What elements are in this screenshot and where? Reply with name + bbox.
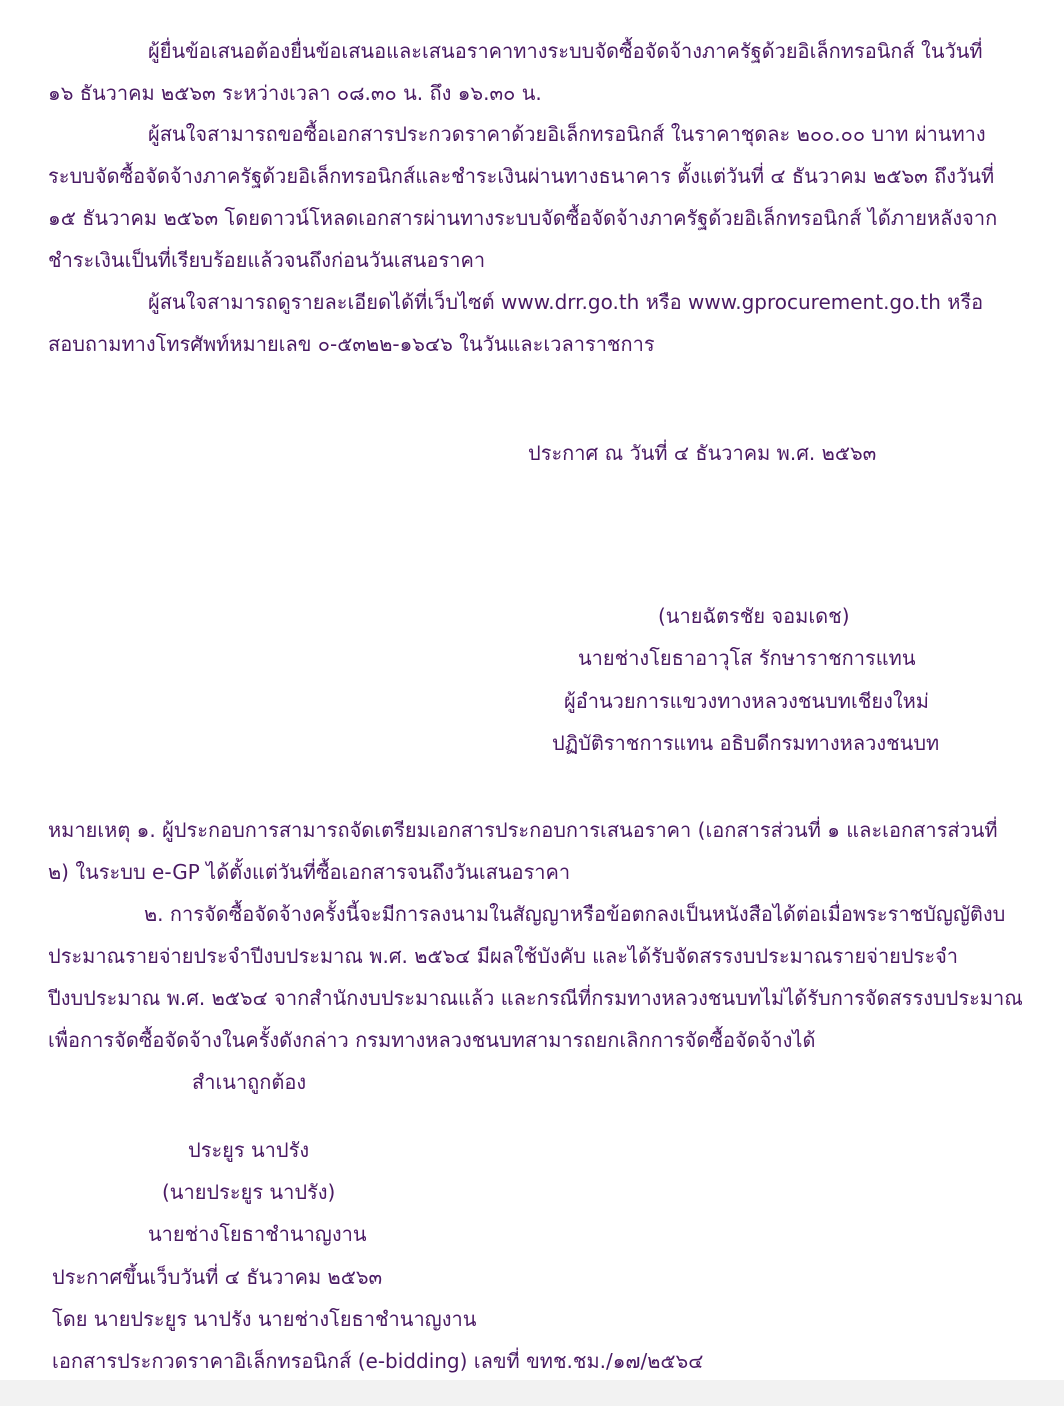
signatory-title-2: ผู้อำนวยการแขวงทางหลวงชนบทเชียงใหม่ bbox=[564, 689, 929, 713]
remark-2-line-4: เพื่อการจัดซื้อจัดจ้างในครั้งดังกล่าว กรมทางหลวงชนบทสามารถยกเลิกการจัดซื้อจัดจ้างได้ bbox=[48, 1028, 816, 1052]
purchase-line-1: ผู้สนใจสามารถขอซื้อเอกสารประกวดราคาด้วยอิเล็กทรอนิกส์ ในราคาชุดละ ๒๐๐.๐๐ บาท ผ่านทาง bbox=[148, 122, 986, 146]
bottom-strip bbox=[0, 1380, 1064, 1406]
footer-doc-number: เอกสารประกวดราคาอิเล็กทรอนิกส์ (e-bidding) เลขที่ ขทช.ชม./๑๗/๒๕๖๔ bbox=[52, 1349, 704, 1373]
purchase-line-4: ชำระเงินเป็นที่เรียบร้อยแล้วจนถึงก่อนวันเสนอราคา bbox=[48, 248, 486, 272]
submission-line-1: ผู้ยื่นข้อเสนอต้องยื่นข้อเสนอและเสนอราคาทางระบบจัดซื้อจัดจ้างภาครัฐด้วยอิเล็กทรอนิกส์ ในวันที่ bbox=[148, 39, 983, 63]
footer-posted: ประกาศขึ้นเว็บวันที่ ๔ ธันวาคม ๒๕๖๓ bbox=[52, 1265, 383, 1289]
certified-signature: ประยูร นาปรัง bbox=[188, 1138, 310, 1162]
submission-line-2: ๑๖ ธันวาคม ๒๕๖๓ ระหว่างเวลา ๐๘.๓๐ น. ถึง ๑๖.๓๐ น. bbox=[48, 81, 542, 105]
certified-position: นายช่างโยธาชำนาญงาน bbox=[148, 1222, 367, 1246]
remark-1-line-2: ๒) ในระบบ e-GP ได้ตั้งแต่วันที่ซื้อเอกสารจนถึงวันเสนอราคา bbox=[48, 860, 571, 884]
signatory-title-1: นายช่างโยธาอาวุโส รักษาราชการแทน bbox=[578, 646, 916, 670]
contact-line-2: สอบถามทางโทรศัพท์หมายเลข ๐-๕๓๒๒-๑๖๔๖ ในวันและเวลาราชการ bbox=[48, 332, 655, 356]
certified-label: สำเนาถูกต้อง bbox=[192, 1070, 307, 1094]
certified-name: (นายประยูร นาปรัง) bbox=[162, 1180, 336, 1204]
purchase-line-2: ระบบจัดซื้อจัดจ้างภาครัฐด้วยอิเล็กทรอนิกส์และชำระเงินผ่านทางธนาคาร ตั้งแต่วันที่ ๔ ธันวาคม ๒๕๖๓ ถึงวันที่ bbox=[48, 164, 995, 188]
remark-2-line-1: ๒. การจัดซื้อจัดจ้างครั้งนี้จะมีการลงนามในสัญญาหรือข้อตกลงเป็นหนังสือได้ต่อเมื่อพระราชบัญญัติงบ bbox=[144, 902, 1006, 926]
remark-2-line-3: ปีงบประมาณ พ.ศ. ๒๕๖๔ จากสำนักงบประมาณแล้ว และกรณีที่กรมทางหลวงชนบทไม่ได้รับการจัดสรรงบประมาณ bbox=[48, 986, 1023, 1010]
signatory-name: (นายฉัตรชัย จอมเดช) bbox=[658, 604, 850, 628]
remark-1-line-1: หมายเหตุ ๑. ผู้ประกอบการสามารถจัดเตรียมเอกสารประกอบการเสนอราคา (เอกสารส่วนที่ ๑ และเอกสารส่วนที่ bbox=[48, 818, 998, 842]
contact-line-1: ผู้สนใจสามารถดูรายละเอียดได้ที่เว็บไซต์ www.drr.go.th หรือ www.gprocurement.go.th หรือ bbox=[148, 290, 984, 314]
purchase-line-3: ๑๕ ธันวาคม ๒๕๖๓ โดยดาวน์โหลดเอกสารผ่านทางระบบจัดซื้อจัดจ้างภาครัฐด้วยอิเล็กทรอนิกส์ ได้ภายหลังจาก bbox=[48, 206, 998, 230]
announce-date: ประกาศ ณ วันที่ ๔ ธันวาคม พ.ศ. ๒๕๖๓ bbox=[528, 441, 877, 465]
remark-2-line-2: ประมาณรายจ่ายประจำปีงบประมาณ พ.ศ. ๒๕๖๔ มีผลใช้บังคับ และได้รับจัดสรรงบประมาณรายจ่ายประจำ bbox=[48, 944, 959, 968]
footer-by: โดย นายประยูร นาปรัง นายช่างโยธาชำนาญงาน bbox=[52, 1307, 477, 1331]
signatory-title-3: ปฏิบัติราชการแทน อธิบดีกรมทางหลวงชนบท bbox=[552, 731, 940, 755]
